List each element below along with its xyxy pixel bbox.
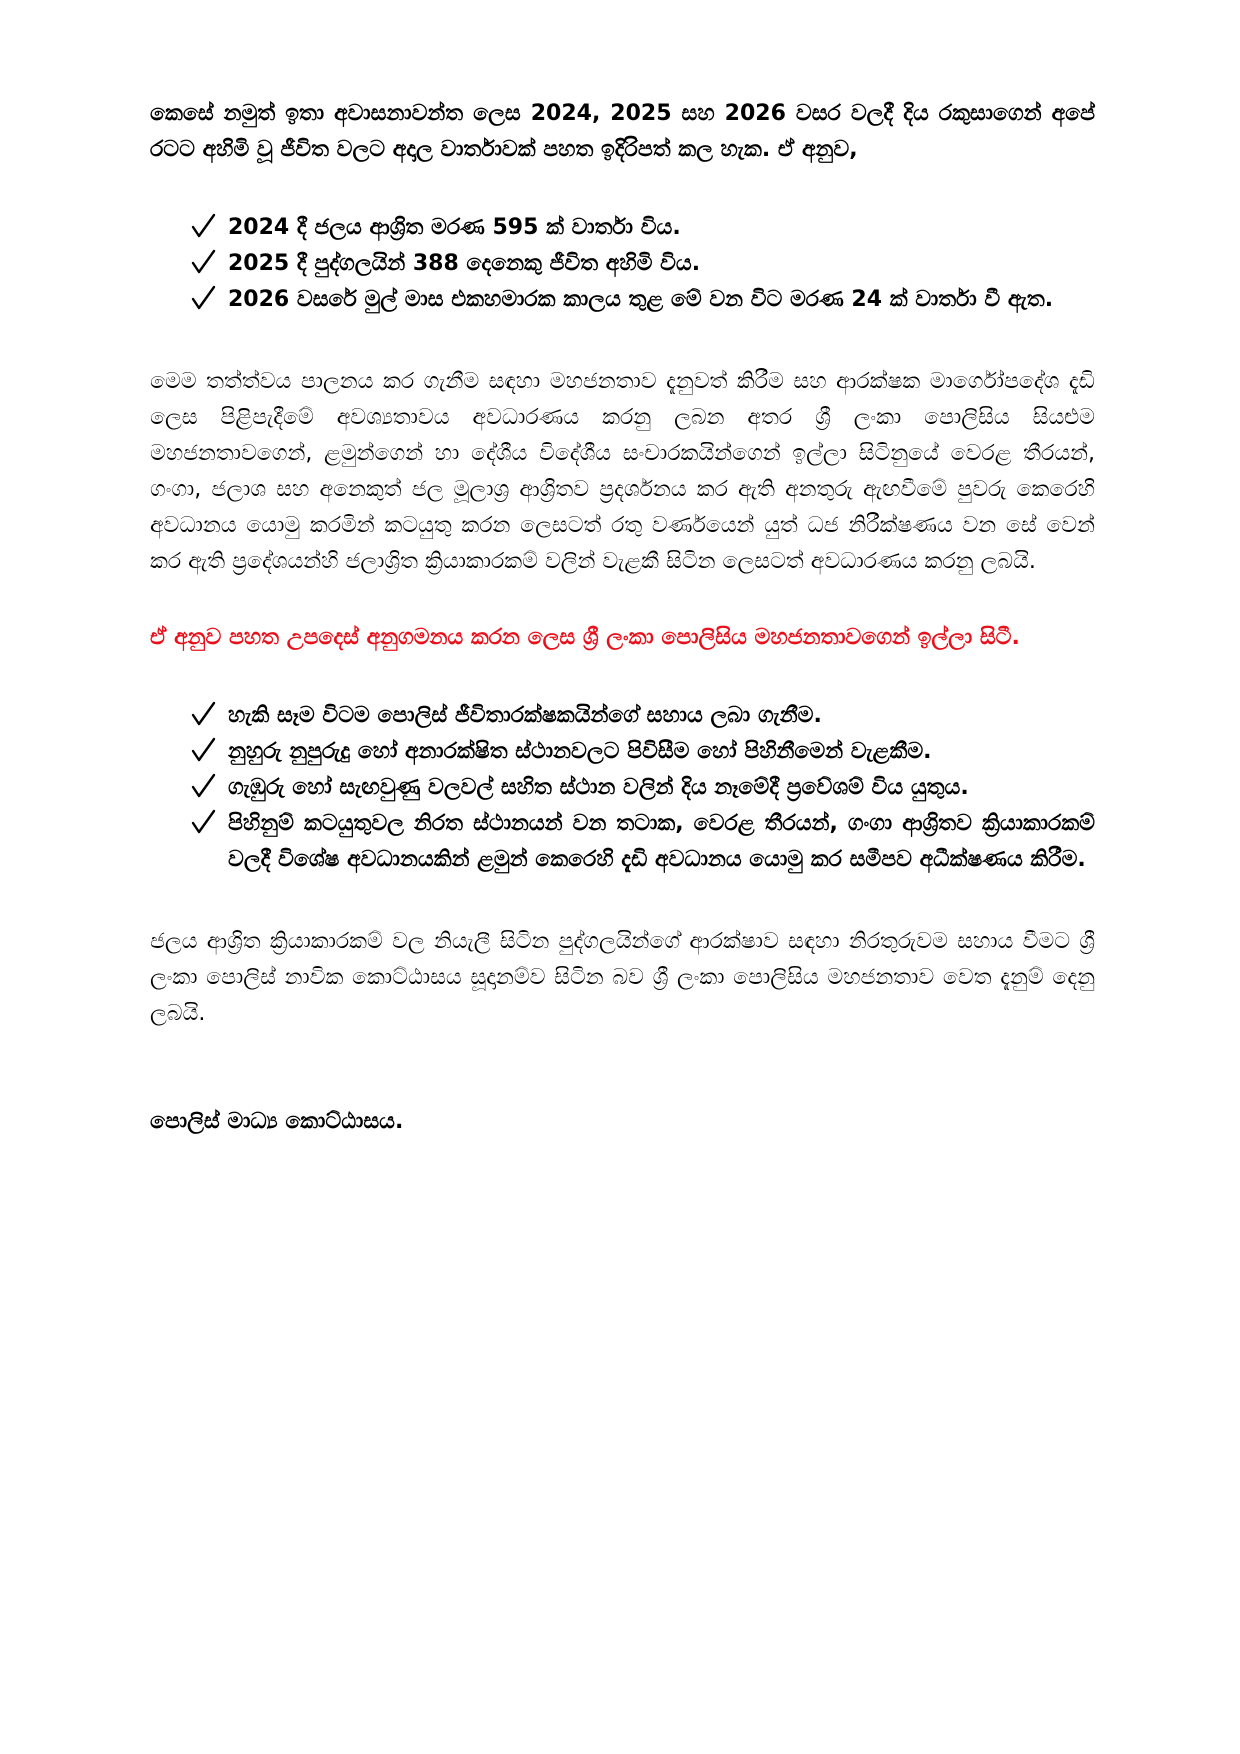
list-item-text: පිහිනුම් කටයුතුවල නිරත ස්ථානයන් වන තටාක, වෙරළ තීරයන්, ගංගා ආශ්‍රිතව ක්‍රියාකාරකම් වලදී විශේෂ අවධානයකින් ළමුන් කෙරෙහි දැඩි අවධානය යොමු කර සමීපව අධීක්ෂණය කිරීම. — [228, 811, 1095, 872]
list-item-text: නුහුරු නුපුරුදු හෝ අනාරක්ෂිත ස්ථානවලට පිවිසීම හෝ පිහිනීමෙන් වැළකීම. — [228, 739, 932, 764]
list-item — [190, 806, 1095, 878]
spacer — [150, 1032, 1095, 1104]
list-item — [190, 246, 1095, 282]
list-item-text: 2025 දී පුද්ගලයින් 388 දෙනෙකු ජීවිත අහිමි විය. — [228, 251, 701, 276]
document-page — [150, 96, 1095, 1140]
list-item-text: 2026 වසරේ මුල් මාස එකහමාරක කාලය තුළ මේ වන විට මරණ 24 ක් වාර්තා වී ඇත. — [228, 287, 1054, 312]
spacer — [150, 318, 1095, 364]
signature: පොලිස් මාධ්‍ය කොට්ඨාසය. — [150, 1109, 404, 1134]
list-item-text: 2024 දී ජලය ආශ්‍රිත මරණ 595 ක් වාර්තා විය. — [228, 215, 681, 240]
spacer — [150, 878, 1095, 924]
spacer — [150, 168, 1095, 210]
list-item — [190, 210, 1095, 246]
list-item — [190, 734, 1095, 770]
check-mark-icon — [190, 734, 216, 770]
list-item — [190, 698, 1095, 734]
check-mark-icon — [190, 210, 216, 246]
check-mark-icon — [190, 246, 216, 282]
check-mark-icon — [190, 698, 216, 734]
spacer — [150, 580, 1095, 620]
intro-paragraph: කෙසේ නමුත් ඉතා අවාසනාවන්ත ලෙස 2024, 2025 සහ 2026 වසර වලදී දිය රකුසාගෙන් අපේ රටට අහිමි වූ ජීවිත වලට අදාල වාර්තාවක් පහත ඉදිරිපත් කල හැක. ඒ අනුව, — [150, 101, 1095, 162]
advice-heading: ඒ අනුව පහත උපදෙස් අනුගමනය කරන ලෙස ශ්‍රී ලංකා පොලිසිය මහජනතාවගෙන් ඉල්ලා සිටී. — [150, 625, 1020, 650]
check-mark-icon — [190, 282, 216, 318]
list-item — [190, 770, 1095, 806]
closing-paragraph: ජලය ආශ්‍රිත ක්‍රියාකාරකම් වල නියැලී සිටින පුද්ගලයින්ගේ ආරක්ෂාව සඳහා නිරතුරුවම සහාය වීමට ශ්‍රී ලංකා පොලිස් නාවික කොට්ඨාසය සූදානම්ව සිටින බව ශ්‍රී ලංකා පොලිසිය මහජනතාව වෙත දැනුම් දෙනු ලබයි. — [150, 929, 1095, 1026]
list-item-text: හැකි සෑම විටම පොලිස් ජීවිතාරක්ෂකයින්ගේ සහාය ලබා ගැනීම. — [228, 703, 822, 728]
spacer — [150, 656, 1095, 698]
check-mark-icon — [190, 806, 216, 842]
statistics-list — [150, 210, 1095, 318]
advice-list — [150, 698, 1095, 878]
list-item-text: ගැඹුරු හෝ සැඟවුණු වලවල් සහිත ස්ථාන වලින් දිය නෑමේදී ප්‍රවේශම් විය යුතුය. — [228, 775, 969, 800]
body-paragraph: මෙම තත්ත්වය පාලනය කර ගැනීම සඳහා මහජනතාව දැනුවත් කිරීම සහ ආරක්ෂක මාර්ගෝපදේශ දැඩි ලෙස පිළිපැදීමේ අවශ්‍යතාවය අවධාරණය කරනු ලබන අතර ශ්‍රී ලංකා පොලිසිය සියළුම මහජනතාවගෙන්, ළමුන්ගෙන් හා දේශීය විදේශීය සංචාරකයින්ගෙන් ඉල්ලා සිටිනුයේ වෙරළ තීරයන්, ගංගා, ජලාශ සහ අනෙකුත් ජල මූලාශ්‍ර ආශ්‍රිතව ප්‍රදර්ශනය කර ඇති අනතුරු ඇඟවීමේ පුවරු කෙරෙහි අවධානය යොමු කරමින් කටයුතු කරන ලෙසටත් රතු වර්ණයෙන් යුත් ධජ නිරීක්ෂණය වන සේ වෙන් කර ඇති ප්‍රදේශයන්හි ජලාශ්‍රිත ක්‍රියාකාරකම් වලින් වැළකී සිටින ලෙසටත් අවධාරණය කරනු ලබයි. — [150, 369, 1095, 574]
list-item — [190, 282, 1095, 318]
check-mark-icon — [190, 770, 216, 806]
